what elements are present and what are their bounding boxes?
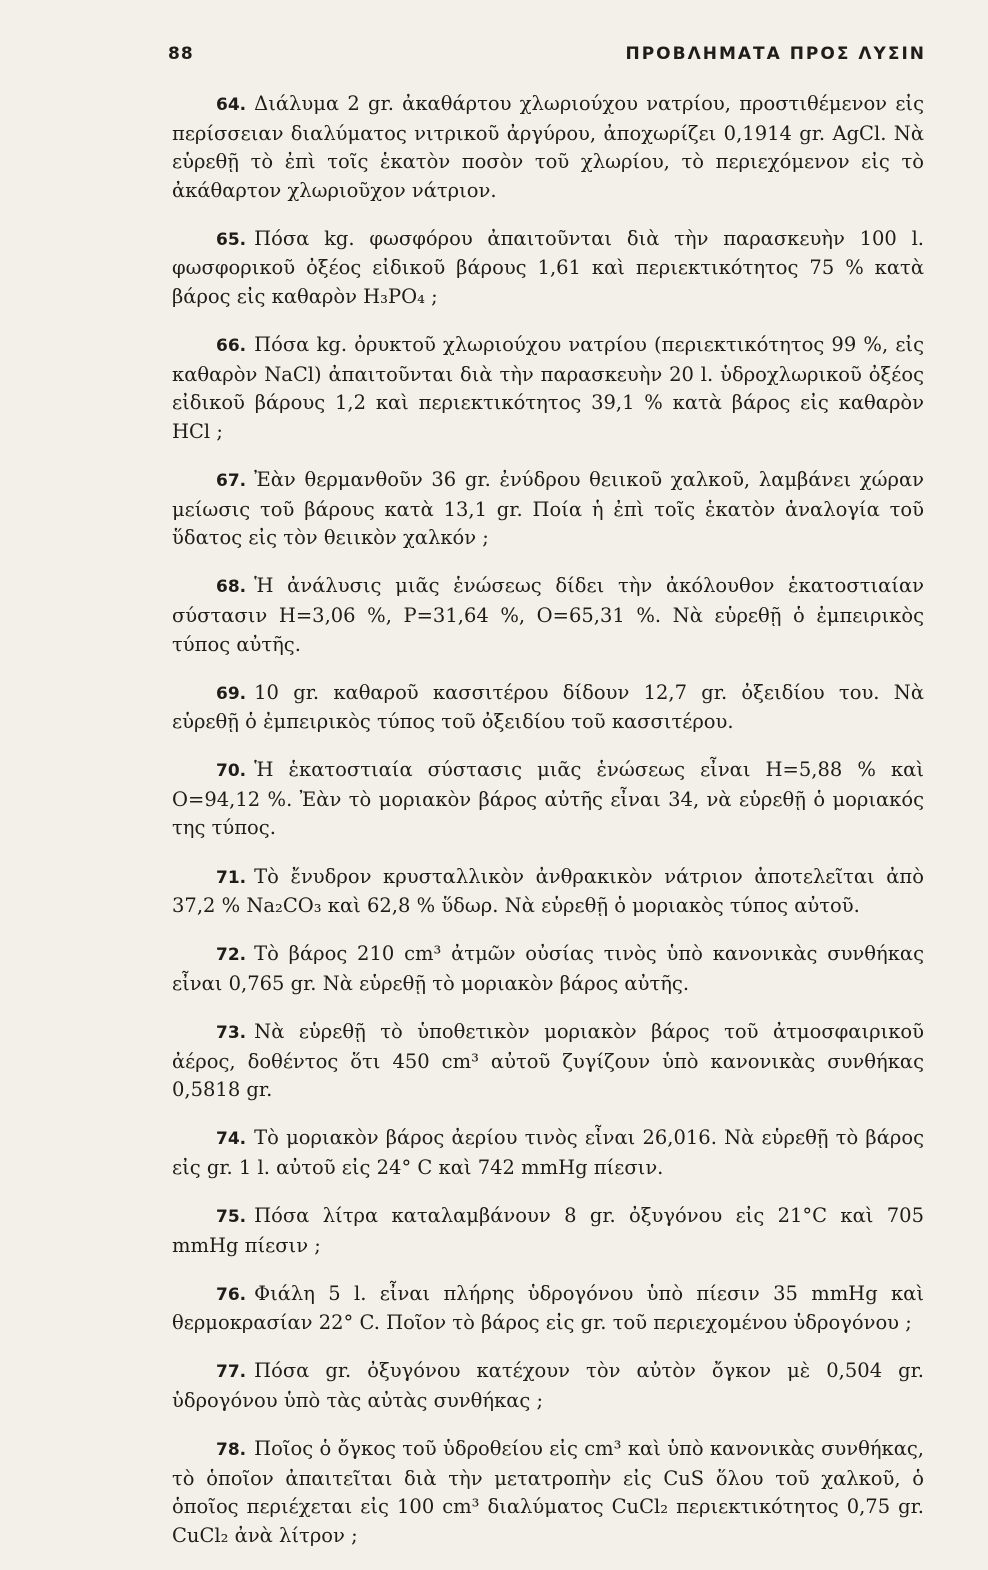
problem-number: 71. xyxy=(216,867,247,888)
problem-text: Πόσα kg. ὀρυκτοῦ χλωριούχου νατρίου (περιεκτικότητος 99 %, εἰς καθαρὸν NaCl) ἀπαιτοῦνται διὰ τὴν παρασκευὴν 20 l. ὑδροχλωρικοῦ ὀξέος εἰδικοῦ βάρους 1,2 καὶ περιεκτικότητος 39,1 % κατὰ βάρος εἰς καθαρὸν HCl ; xyxy=(172,333,924,443)
problem-text: Τὸ μοριακὸν βάρος ἀερίου τινὸς εἶναι 26,016. Νὰ εὑρεθῇ τὸ βάρος εἰς gr. 1 l. αὐτοῦ εἰς 24° C καὶ 742 mmHg πίεσιν. xyxy=(172,1126,924,1179)
problem-text: Ποῖος ὁ ὄγκος τοῦ ὑδροθείου εἰς cm³ καὶ ὑπὸ κανονικὰς συνθήκας, τὸ ὁποῖον ἀπαιτεῖται διὰ τὴν μετατροπὴν εἰς CuS ὅλου τοῦ χαλκοῦ, ὁ ὁποῖος περιέχεται εἰς 100 cm³ διαλύματος CuCl₂ περιεκτικότητος 0,75 gr. CuCl₂ ἀνὰ λίτρον ; xyxy=(172,1436,924,1547)
problem-number: 64. xyxy=(216,95,247,115)
problem-71 xyxy=(172,863,924,921)
problem-73 xyxy=(172,1018,924,1105)
problem-number: 73. xyxy=(216,1022,247,1043)
problem-68 xyxy=(172,572,924,659)
problem-text: Ἡ ἑκατοστιαία σύστασις μιᾶς ἑνώσεως εἶναι H=5,88 % καὶ O=94,12 %. Ἐὰν τὸ μοριακὸν βάρος αὐτῆς εἶναι 34, νὰ εὑρεθῇ ὁ μοριακός της τύπος. xyxy=(172,758,924,840)
problem-76 xyxy=(172,1280,924,1338)
problem-number: 68. xyxy=(216,577,247,598)
running-head: ΠΡΟΒΛΗΜΑΤΑ ΠΡΟΣ ΛΥΣΙΝ xyxy=(625,44,926,64)
problem-text: Διάλυμα 2 gr. ἀκαθάρτου χλωριούχου νατρίου, προστιθέμενον εἰς περίσσειαν διαλύματος νιτρικοῦ ἀργύρου, ἀποχωρίζει 0,1914 gr. AgCl. Νὰ εὑρεθῇ τὸ ἐπὶ τοῖς ἑκατὸν ποσὸν τοῦ χλωρίου, τὸ περιεχόμενον εἰς τὸ ἀκάθαρτον χλωριοῦχον νάτριον. xyxy=(172,92,924,202)
problem-text: Τὸ ἔνυδρον κρυσταλλικὸν ἀνθρακικὸν νάτριον ἀποτελεῖται ἀπὸ 37,2 % Na₂CO₃ καὶ 62,8 % ὕδωρ. Νὰ εὑρεθῇ ὁ μοριακὸς τύπος αὐτοῦ. xyxy=(172,864,924,918)
problem-number: 69. xyxy=(216,683,247,704)
problem-number: 70. xyxy=(216,761,247,782)
problem-67 xyxy=(172,466,924,553)
problem-70 xyxy=(172,756,924,843)
problem-number: 76. xyxy=(216,1284,247,1305)
problem-text: Νὰ εὑρεθῇ τὸ ὑποθετικὸν μοριακὸν βάρος τοῦ ἀτμοσφαιρικοῦ ἀέρος, δοθέντος ὅτι 450 cm³ αὐτοῦ ζυγίζουν ὑπὸ κανονικὰς συνθήκας 0,5818 gr. xyxy=(172,1019,924,1102)
problem-number: 78. xyxy=(216,1439,247,1460)
problem-number: 72. xyxy=(216,945,247,966)
problem-number: 66. xyxy=(216,336,247,357)
problem-66 xyxy=(172,331,924,446)
problem-number: 75. xyxy=(216,1206,247,1227)
problem-number: 77. xyxy=(216,1362,247,1383)
problem-65 xyxy=(172,225,924,312)
problem-72 xyxy=(172,940,924,998)
problem-number: 67. xyxy=(216,471,247,492)
problem-text: Πόσα kg. φωσφόρου ἀπαιτοῦνται διὰ τὴν παρασκευὴν 100 l. φωσφορικοῦ ὀξέος εἰδικοῦ βάρους 1,61 καὶ περιεκτικότητος 75 % κατὰ βάρος εἰς καθαρὸν H₃PO₄ ; xyxy=(172,226,924,309)
problem-77 xyxy=(172,1357,924,1415)
problem-list xyxy=(172,90,924,1570)
page-header xyxy=(168,44,926,74)
problem-75 xyxy=(172,1202,924,1260)
problem-number: 65. xyxy=(216,229,247,250)
problem-text: Ἡ ἀνάλυσις μιᾶς ἑνώσεως δίδει τὴν ἀκόλουθον ἑκατοστιαίαν σύστασιν H=3,06 %, P=31,64 %, O=65,31 %. Νὰ εὑρεθῇ ὁ ἐμπειρικὸς τύπος αὐτῆς. xyxy=(172,574,924,656)
problem-78 xyxy=(172,1435,924,1550)
problem-text: Φιάλη 5 l. εἶναι πλήρης ὑδρογόνου ὑπὸ πίεσιν 35 mmHg καὶ θερμοκρασίαν 22° C. Ποῖον τὸ βάρος εἰς gr. τοῦ περιεχομένου ὑδρογόνου ; xyxy=(172,1281,924,1335)
problem-text: 10 gr. καθαροῦ κασσιτέρου δίδουν 12,7 gr. ὀξειδίου του. Νὰ εὑρεθῇ ὁ ἐμπειρικὸς τύπος τοῦ ὀξειδίου τοῦ κασσιτέρου. xyxy=(172,680,924,734)
page-number: 88 xyxy=(168,44,194,64)
problem-69 xyxy=(172,679,924,737)
problem-text: Πόσα gr. ὀξυγόνου κατέχουν τὸν αὐτὸν ὄγκον μὲ 0,504 gr. ὑδρογόνου ὑπὸ τὰς αὐτὰς συνθήκας ; xyxy=(172,1359,924,1412)
problem-number: 74. xyxy=(216,1129,247,1150)
problem-text: Πόσα λίτρα καταλαμβάνουν 8 gr. ὀξυγόνου εἰς 21°C καὶ 705 mmHg πίεσιν ; xyxy=(172,1203,924,1257)
problem-text: Ἐὰν θερμανθοῦν 36 gr. ἐνύδρου θειικοῦ χαλκοῦ, λαμβάνει χώραν μείωσις τοῦ βάρους κατὰ 13,1 gr. Ποία ἡ ἐπὶ τοῖς ἑκατὸν ἀναλογία τοῦ ὕδατος εἰς τὸν θειικὸν χαλκόν ; xyxy=(172,468,924,550)
problem-74 xyxy=(172,1124,924,1182)
problem-64 xyxy=(172,90,924,205)
problem-text: Τὸ βάρος 210 cm³ ἀτμῶν οὐσίας τινὸς ὑπὸ κανονικὰς συνθήκας εἶναι 0,765 gr. Νὰ εὑρεθῇ τὸ μοριακὸν βάρος αὐτῆς. xyxy=(172,942,924,995)
